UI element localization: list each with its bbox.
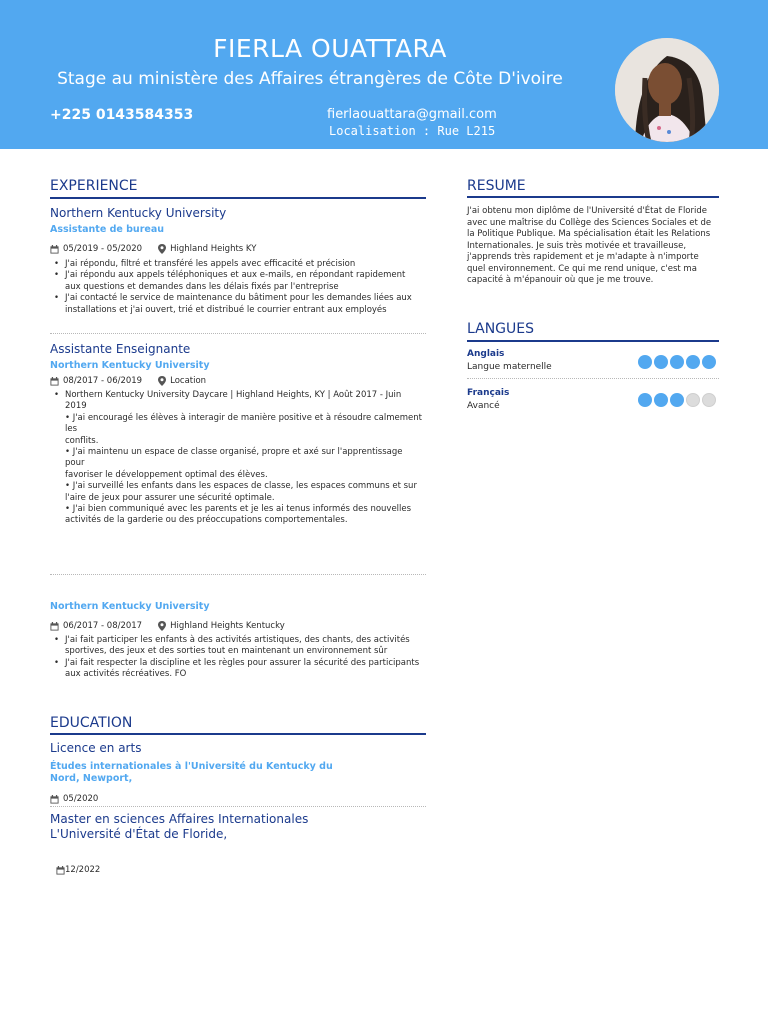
language-1-name: Anglais <box>467 349 505 359</box>
education-2-date: 12/2022 <box>65 865 101 875</box>
phone-number: +225 0143584353 <box>50 107 194 123</box>
list-item: • J'ai surveillé les enfants dans les espaces de classe, les espaces communs et sur <box>65 481 417 492</box>
job-1-bullets <box>50 259 422 316</box>
job-1-dates: 05/2019 - 05/2020 <box>63 244 143 254</box>
education-1-degree: Licence en arts <box>50 741 142 755</box>
languages-rule <box>467 340 719 342</box>
languages-heading: LANGUES <box>467 321 534 337</box>
list-item: • J'ai fait respecter la discipline et les règles pour assurer la sécurité des participants aux activités récréatives. FO <box>50 658 422 681</box>
language-2-rating <box>638 393 716 407</box>
divider <box>50 574 426 575</box>
education-2-degree: Master en sciences Affaires Internationales <box>50 812 309 826</box>
education-2-meta <box>56 865 100 875</box>
education-1-date: 05/2020 <box>63 794 99 804</box>
job-1-company: Assistante de bureau <box>50 224 164 235</box>
job-2-company: Northern Kentucky University <box>50 360 210 371</box>
rating-dot-filled <box>654 355 668 369</box>
job-3-location: Highland Heights Kentucky <box>170 621 285 631</box>
job-2-title: Assistante Enseignante <box>50 342 191 356</box>
education-2-school: L'Université d'État de Floride, <box>50 827 228 841</box>
rating-dot-filled <box>702 355 716 369</box>
rating-dot-empty <box>702 393 716 407</box>
experience-rule <box>50 197 426 199</box>
job-1-title: Northern Kentucky University <box>50 206 227 220</box>
resume-heading: RESUME <box>467 178 526 194</box>
list-item: favoriser le développement optimal des élèves. <box>65 469 268 480</box>
education-1-school: Études internationales à l'Université du Kentucky du Nord, Newport, <box>50 761 333 784</box>
rating-dot-filled <box>670 355 684 369</box>
header-banner <box>0 0 768 149</box>
candidate-title: Stage au ministère des Affaires étrangères de Côte D'ivoire <box>57 69 563 89</box>
rating-dot-filled <box>654 393 668 407</box>
language-1-rating <box>638 355 716 369</box>
divider <box>50 333 426 334</box>
resume-rule <box>467 196 719 198</box>
job-3-meta <box>50 621 285 631</box>
email-address: fierlaouattara@gmail.com <box>327 107 497 122</box>
list-item: • J'ai bien communiqué avec les parents et je les ai tenus informés des nouvelles <box>65 504 412 515</box>
location-pin-icon <box>158 621 166 631</box>
job-2-bullets <box>50 390 422 527</box>
list-item: l'aire de jeux pour assurer une sécurité optimale. <box>65 492 275 503</box>
list-item: • J'ai fait participer les enfants à des activités artistiques, des chants, des activités sportives, des jeux et des sorties tout en maintenant un environnement sûr <box>50 635 422 658</box>
calendar-icon <box>50 795 59 804</box>
job-2-location: Location <box>170 376 207 386</box>
list-item: • J'ai répondu aux appels téléphoniques et aux e-mails, en répondant rapidement aux questions et demandes dans les délais fixés par l'entreprise <box>50 270 422 293</box>
resume-summary: J'ai obtenu mon diplôme de l'Université d'État de Floride avec une maîtrise du Collège des Sciences Sociales et de la Politique Publique. Ma spécialisation était les Relations Internationales. Je suis très motivée et travailleuse, j'apprends très rapidement et je m'adapte à n'importe quel environnement. Ce qui me rend unique, c'est ma capacité à m'épanouir où que je me trouve. <box>467 206 712 285</box>
education-heading: EDUCATION <box>50 715 133 731</box>
calendar-icon <box>50 377 59 386</box>
education-1-meta <box>50 794 98 804</box>
job-2-meta <box>50 376 206 386</box>
job-1-meta <box>50 244 256 254</box>
language-2-name: Français <box>467 388 510 398</box>
language-1-level: Langue maternelle <box>467 362 552 372</box>
list-item: • J'ai maintenu un espace de classe organisé, propre et axé sur l'apprentissage pour <box>65 447 403 469</box>
list-item: • J'ai encouragé les élèves à interagir de manière positive et à résoudre calmement les <box>65 412 422 435</box>
profile-photo <box>615 38 719 142</box>
job-3-dates: 06/2017 - 08/2017 <box>63 621 143 631</box>
rating-dot-filled <box>670 393 684 407</box>
location-pin-icon <box>158 376 166 386</box>
list-item: activités de la garderie ou des préoccupations comportementales. <box>65 515 348 526</box>
list-item: conflits. <box>65 435 99 446</box>
profile-photo-illustration <box>615 38 719 142</box>
list-item: • J'ai répondu, filtré et transféré les appels avec efficacité et précision <box>50 259 422 270</box>
divider <box>50 806 426 807</box>
calendar-icon <box>50 245 59 254</box>
education-rule <box>50 733 426 735</box>
list-item: • Northern Kentucky University Daycare | Highland Heights, KY | Août 2017 - Juin 2019 <box>50 390 422 413</box>
location-pin-icon <box>158 244 166 254</box>
location-text: Localisation : Rue L215 <box>329 124 496 138</box>
job-2-dates: 08/2017 - 06/2019 <box>63 376 143 386</box>
rating-dot-filled <box>638 355 652 369</box>
language-2-level: Avancé <box>467 401 500 411</box>
rating-dot-empty <box>686 393 700 407</box>
rating-dot-filled <box>638 393 652 407</box>
experience-heading: EXPERIENCE <box>50 178 138 194</box>
candidate-name: FIERLA OUATTARA <box>213 34 447 63</box>
list-item: • J'ai contacté le service de maintenance du bâtiment pour les demandes liées aux installations et j'ai ouvert, trié et distribué le courrier entrant aux employés <box>50 293 422 316</box>
job-1-location: Highland Heights KY <box>170 244 257 254</box>
calendar-icon <box>50 622 59 631</box>
job-3-company: Northern Kentucky University <box>50 601 210 612</box>
rating-dot-filled <box>686 355 700 369</box>
job-3-bullets <box>50 635 422 681</box>
calendar-icon <box>56 866 65 875</box>
divider <box>467 378 719 379</box>
